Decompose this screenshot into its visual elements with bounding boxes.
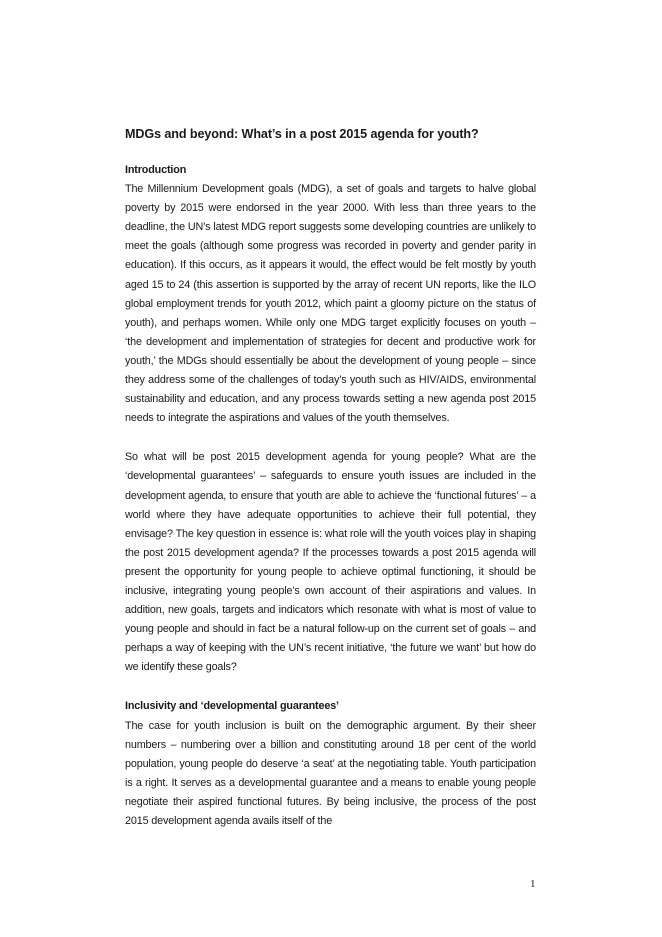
paragraph: The case for youth inclusion is built on the demographic argument. By their sheer numbers – numbering over a billion and constituting around 18 per cent of the world population, young people do deserve ‘a seat’ at the negotiating table. Youth participation is a right. It serves as a developmental guarantee and a means to enable young people negotiate their aspired functional futures. By being inclusive, the process of the post 2015 development agenda avails itself of the (125, 719, 536, 827)
paragraph: The Millennium Development goals (MDG), a set of goals and targets to halve global poverty by 2015 were endorsed in the year 2000. With less than three years to the deadline, the UN’s latest MDG report suggests some developing countries are unlikely to meet the goals (although some progress was recorded in poverty and gender parity in education). If this occurs, as it appears it would, the effect would be felt mostly by youth aged 15 to 24 (this assertion is supported by the array of recent UN reports, like the ILO global employment trends for youth 2012, which paint a gloomy picture on the status of youth), and perhaps women. While only one MDG target explicitly focuses on youth – ‘the development and implementation of strategies for decent and productive work for youth,’ the MDGs should essentially be about the development of young people – since they address some of the challenges of today’s youth such as HIV/AIDS, environmental sustainability and education, and any process towards setting a new agenda post 2015 needs to integrate the aspirations and values of the youth themselves. (125, 183, 536, 425)
section-heading-introduction: Introduction (125, 164, 187, 176)
paragraph-spacer (125, 428, 536, 448)
section-heading-inclusivity: Inclusivity and ‘developmental guarantees’ (125, 700, 339, 713)
page-number: 1 (530, 878, 536, 890)
paragraph: So what will be post 2015 development agenda for young people? What are the ‘developmental guarantees’ – safeguards to ensure youth issues are included in the development agenda, to ensure that youth are able to achieve the ‘functional futures’ – a world where they have adequate opportunities to achieve their full potential, they envisage? The key question in essence is: what role will the youth voices play in shaping the post 2015 development agenda? If the processes towards a post 2015 agenda will present the opportunity for young people to achieve optimal functioning, it should be inclusive, integrating young people’s own account of their aspirations and values. In addition, new goals, targets and indicators which resonate with what is most of value to young people and should in fact be a natural follow-up on the current set of goals – and perhaps a way of keeping with the UN’s recent initiative, ‘the future we want’ but how do we identify these goals? (125, 451, 536, 674)
document-title: MDGs and beyond: What’s in a post 2015 agenda for youth? (125, 127, 479, 141)
paragraph-spacer (125, 677, 536, 697)
document-body (125, 161, 536, 831)
